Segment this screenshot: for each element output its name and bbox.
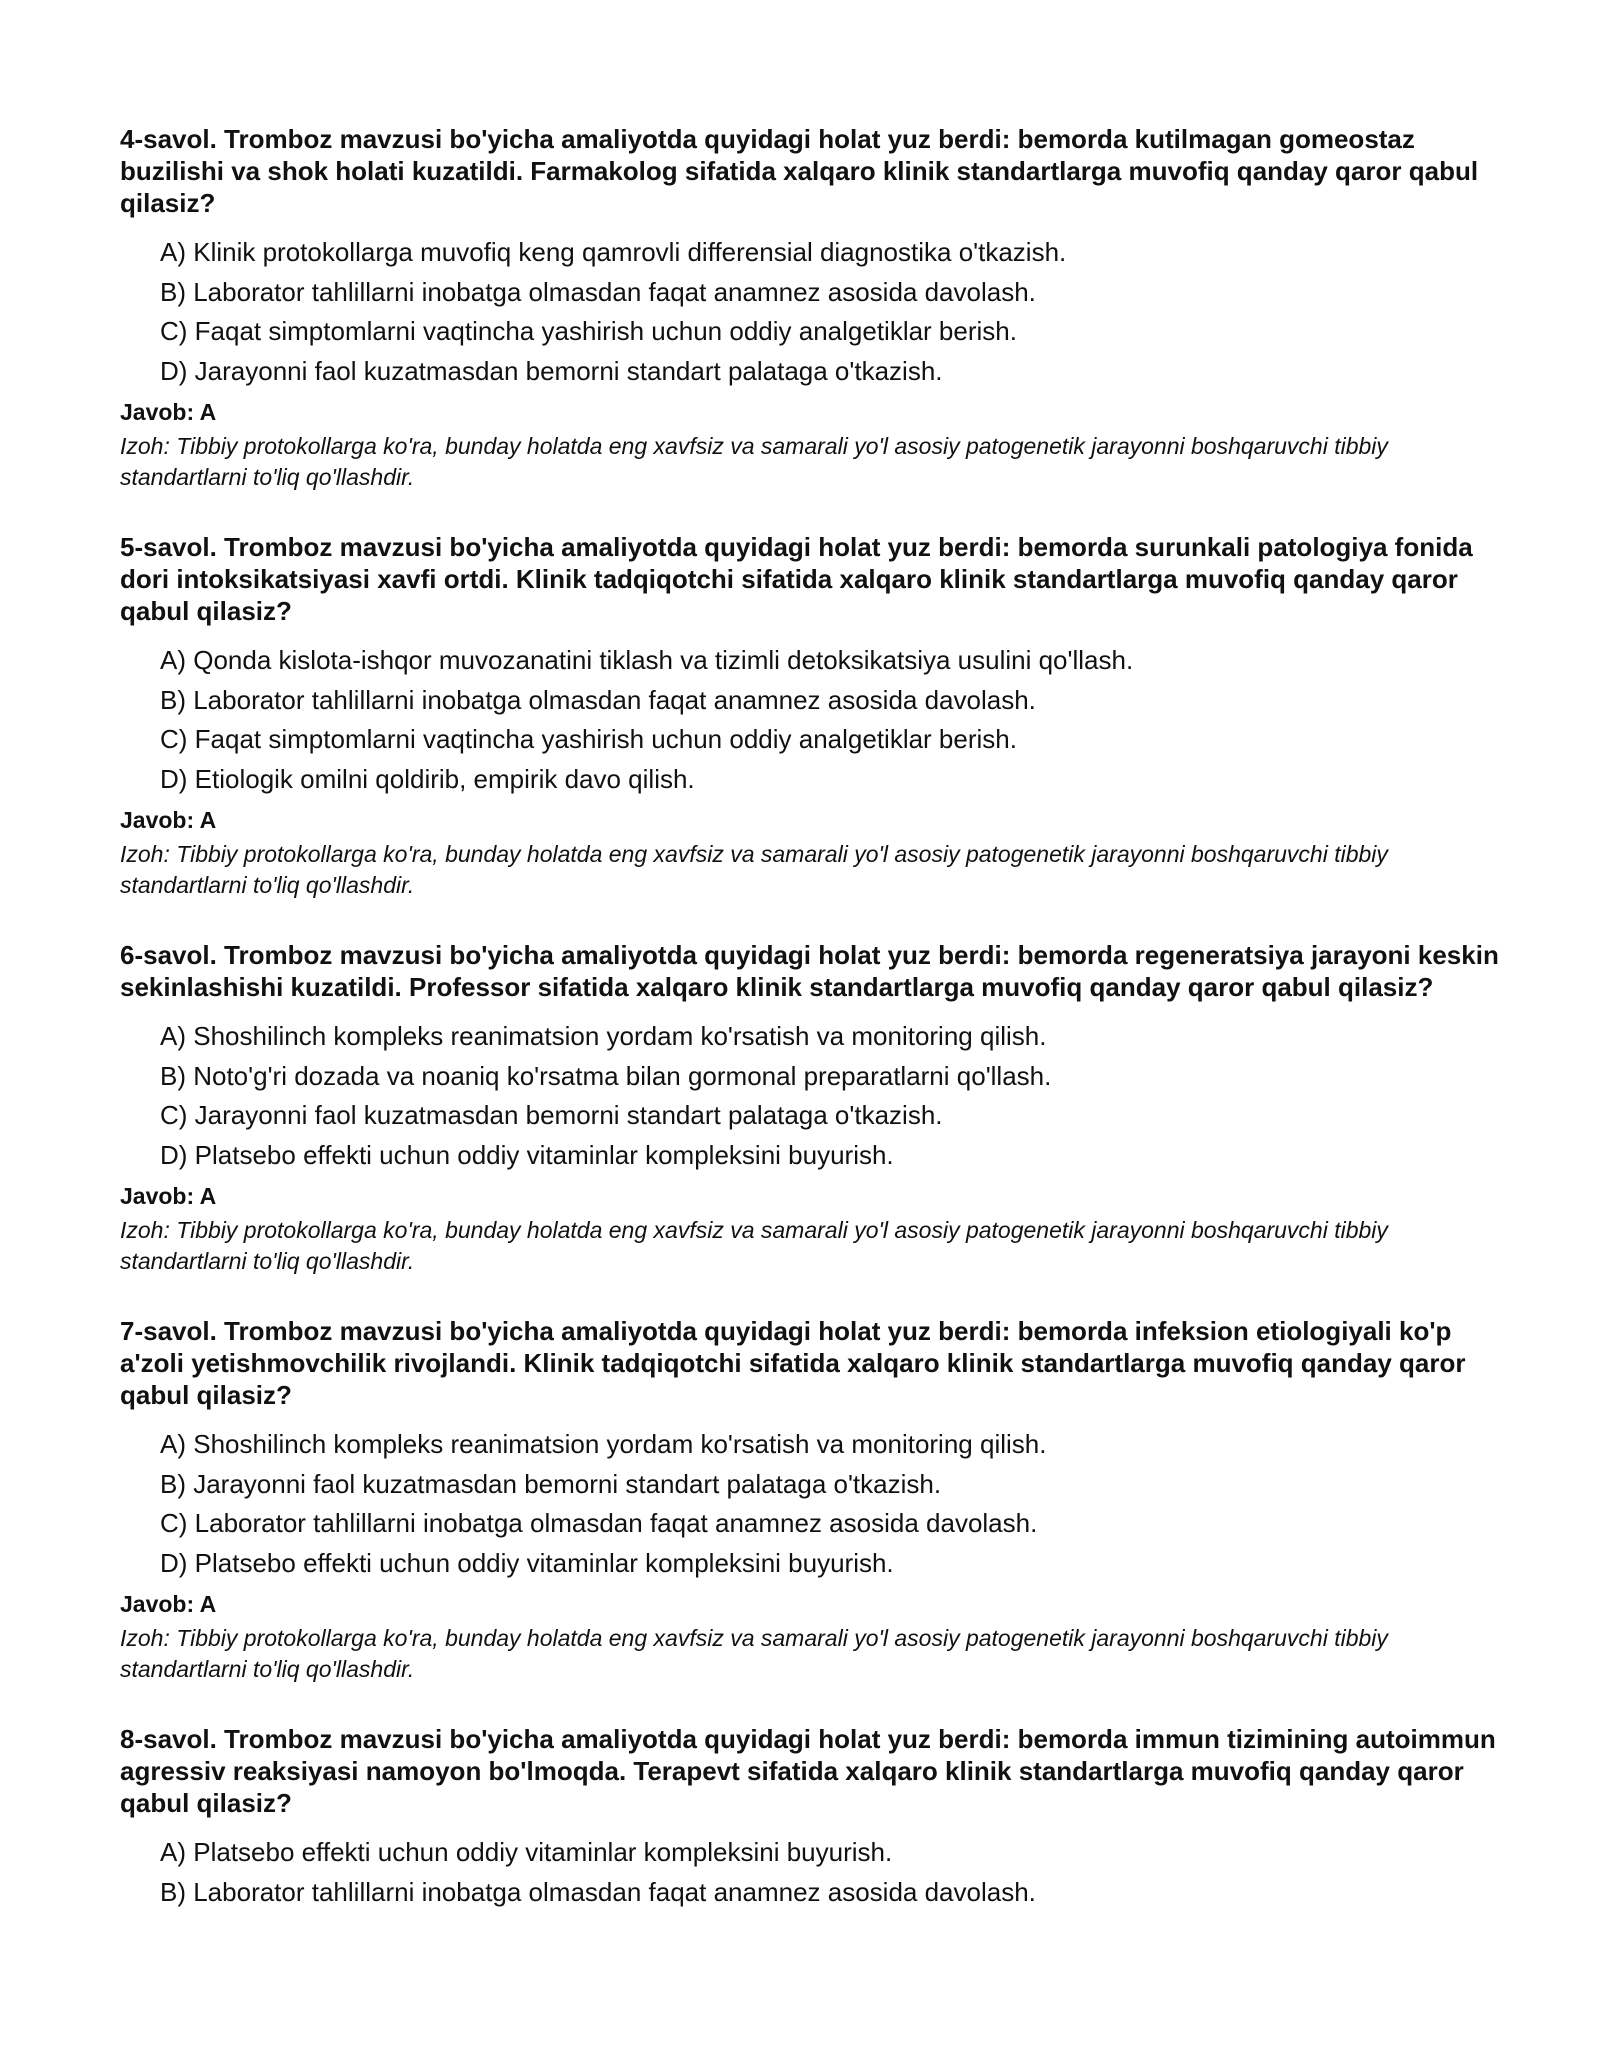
- option-b: B) Laborator tahlillarni inobatga olmasdan faqat anamnez asosida davolash.: [160, 276, 1036, 307]
- question-title: 5-savol. Tromboz mavzusi bo'yicha amaliyotda quyidagi holat yuz berdi: bemorda surunkali patologiya fonida dori intoksikatsiyasi xavfi ortdi. Klinik tadqiqotchi sifatida xalqaro klinik standartlarga muvofiq qanday qaror qabul qilasiz?: [120, 532, 1473, 626]
- option-list: [120, 1017, 1510, 1175]
- explanation-note: Izoh: Tibbiy protokollarga ko'ra, bunday holatda eng xavfsiz va samarali yo'l asosiy patogenetik jarayonni boshqaruvchi tibbiy standartlarni to'liq qo'llashdir.: [120, 433, 1388, 490]
- answer-label: Javob: A: [120, 1183, 217, 1209]
- option-b: B) Jarayonni faol kuzatmasdan bemorni standart palataga o'tkazish.: [160, 1468, 942, 1499]
- option-list: [120, 1425, 1510, 1583]
- option-list: [120, 641, 1510, 799]
- option-c: C) Faqat simptomlarni vaqtincha yashirish uchun oddiy analgetiklar berish.: [160, 316, 1017, 346]
- option-d: D) Platsebo effekti uchun oddiy vitaminlar kompleksini buyurish.: [160, 1547, 894, 1578]
- option-b: B) Laborator tahlillarni inobatga olmasdan faqat anamnez asosida davolash.: [160, 1876, 1036, 1907]
- explanation-note: Izoh: Tibbiy protokollarga ko'ra, bunday holatda eng xavfsiz va samarali yo'l asosiy patogenetik jarayonni boshqaruvchi tibbiy standartlarni to'liq qo'llashdir.: [120, 841, 1388, 898]
- explanation-note: Izoh: Tibbiy protokollarga ko'ra, bunday holatda eng xavfsiz va samarali yo'l asosiy patogenetik jarayonni boshqaruvchi tibbiy standartlarni to'liq qo'llashdir.: [120, 1625, 1388, 1682]
- answer-label: Javob: A: [120, 1591, 217, 1617]
- option-a: A) Qonda kislota-ishqor muvozanatini tiklash va tizimli detoksikatsiya usulini qo'llash.: [160, 645, 1134, 675]
- option-a: A) Shoshilinch kompleks reanimatsion yordam ko'rsatish va monitoring qilish.: [160, 1021, 1047, 1051]
- question-6: [120, 939, 1510, 1277]
- option-d: D) Etiologik omilni qoldirib, empirik davo qilish.: [160, 763, 695, 794]
- question-title: 4-savol. Tromboz mavzusi bo'yicha amaliyotda quyidagi holat yuz berdi: bemorda kutilmagan gomeostaz buzilishi va shok holati kuzatildi. Farmakolog sifatida xalqaro klinik standartlarga muvofiq qanday qaror qabul qilasiz?: [120, 124, 1479, 218]
- question-4: [120, 123, 1510, 493]
- explanation-note: Izoh: Tibbiy protokollarga ko'ra, bunday holatda eng xavfsiz va samarali yo'l asosiy patogenetik jarayonni boshqaruvchi tibbiy standartlarni to'liq qo'llashdir.: [120, 1217, 1388, 1274]
- option-c: C) Laborator tahlillarni inobatga olmasdan faqat anamnez asosida davolash.: [160, 1508, 1038, 1538]
- option-list: [120, 1833, 1510, 1912]
- question-title: 8-savol. Tromboz mavzusi bo'yicha amaliyotda quyidagi holat yuz berdi: bemorda immun tizimining autoimmun agressiv reaksiyasi namoyon bo'lmoqda. Terapevt sifatida xalqaro klinik standartlarga muvofiq qanday qaror qabul qilasiz?: [120, 1724, 1496, 1818]
- option-c: C) Faqat simptomlarni vaqtincha yashirish uchun oddiy analgetiklar berish.: [160, 724, 1017, 754]
- option-c: C) Jarayonni faol kuzatmasdan bemorni standart palataga o'tkazish.: [160, 1100, 943, 1130]
- answer-label: Javob: A: [120, 807, 217, 833]
- option-b: B) Laborator tahlillarni inobatga olmasdan faqat anamnez asosida davolash.: [160, 684, 1036, 715]
- option-a: A) Platsebo effekti uchun oddiy vitaminlar kompleksini buyurish.: [160, 1837, 893, 1867]
- option-b: B) Noto'g'ri dozada va noaniq ko'rsatma bilan gormonal preparatlarni qo'llash.: [160, 1060, 1052, 1091]
- question-7: [120, 1315, 1510, 1685]
- document-page: [120, 123, 1510, 1950]
- option-list: [120, 233, 1510, 391]
- option-a: A) Shoshilinch kompleks reanimatsion yordam ko'rsatish va monitoring qilish.: [160, 1429, 1047, 1459]
- question-title: 7-savol. Tromboz mavzusi bo'yicha amaliyotda quyidagi holat yuz berdi: bemorda infeksion etiologiyali ko'p a'zoli yetishmovchilik rivojlandi. Klinik tadqiqotchi sifatida xalqaro klinik standartlarga muvofiq qanday qaror qabul qilasiz?: [120, 1316, 1466, 1410]
- question-title: 6-savol. Tromboz mavzusi bo'yicha amaliyotda quyidagi holat yuz berdi: bemorda regeneratsiya jarayoni keskin sekinlashishi kuzatildi. Professor sifatida xalqaro klinik standartlarga muvofiq qanday qaror qabul qilasiz?: [120, 940, 1499, 1002]
- option-d: D) Platsebo effekti uchun oddiy vitaminlar kompleksini buyurish.: [160, 1139, 894, 1170]
- option-d: D) Jarayonni faol kuzatmasdan bemorni standart palataga o'tkazish.: [160, 355, 943, 386]
- question-5: [120, 531, 1510, 901]
- question-8: [120, 1723, 1510, 1912]
- answer-label: Javob: A: [120, 399, 217, 425]
- option-a: A) Klinik protokollarga muvofiq keng qamrovli differensial diagnostika o'tkazish.: [160, 237, 1067, 267]
